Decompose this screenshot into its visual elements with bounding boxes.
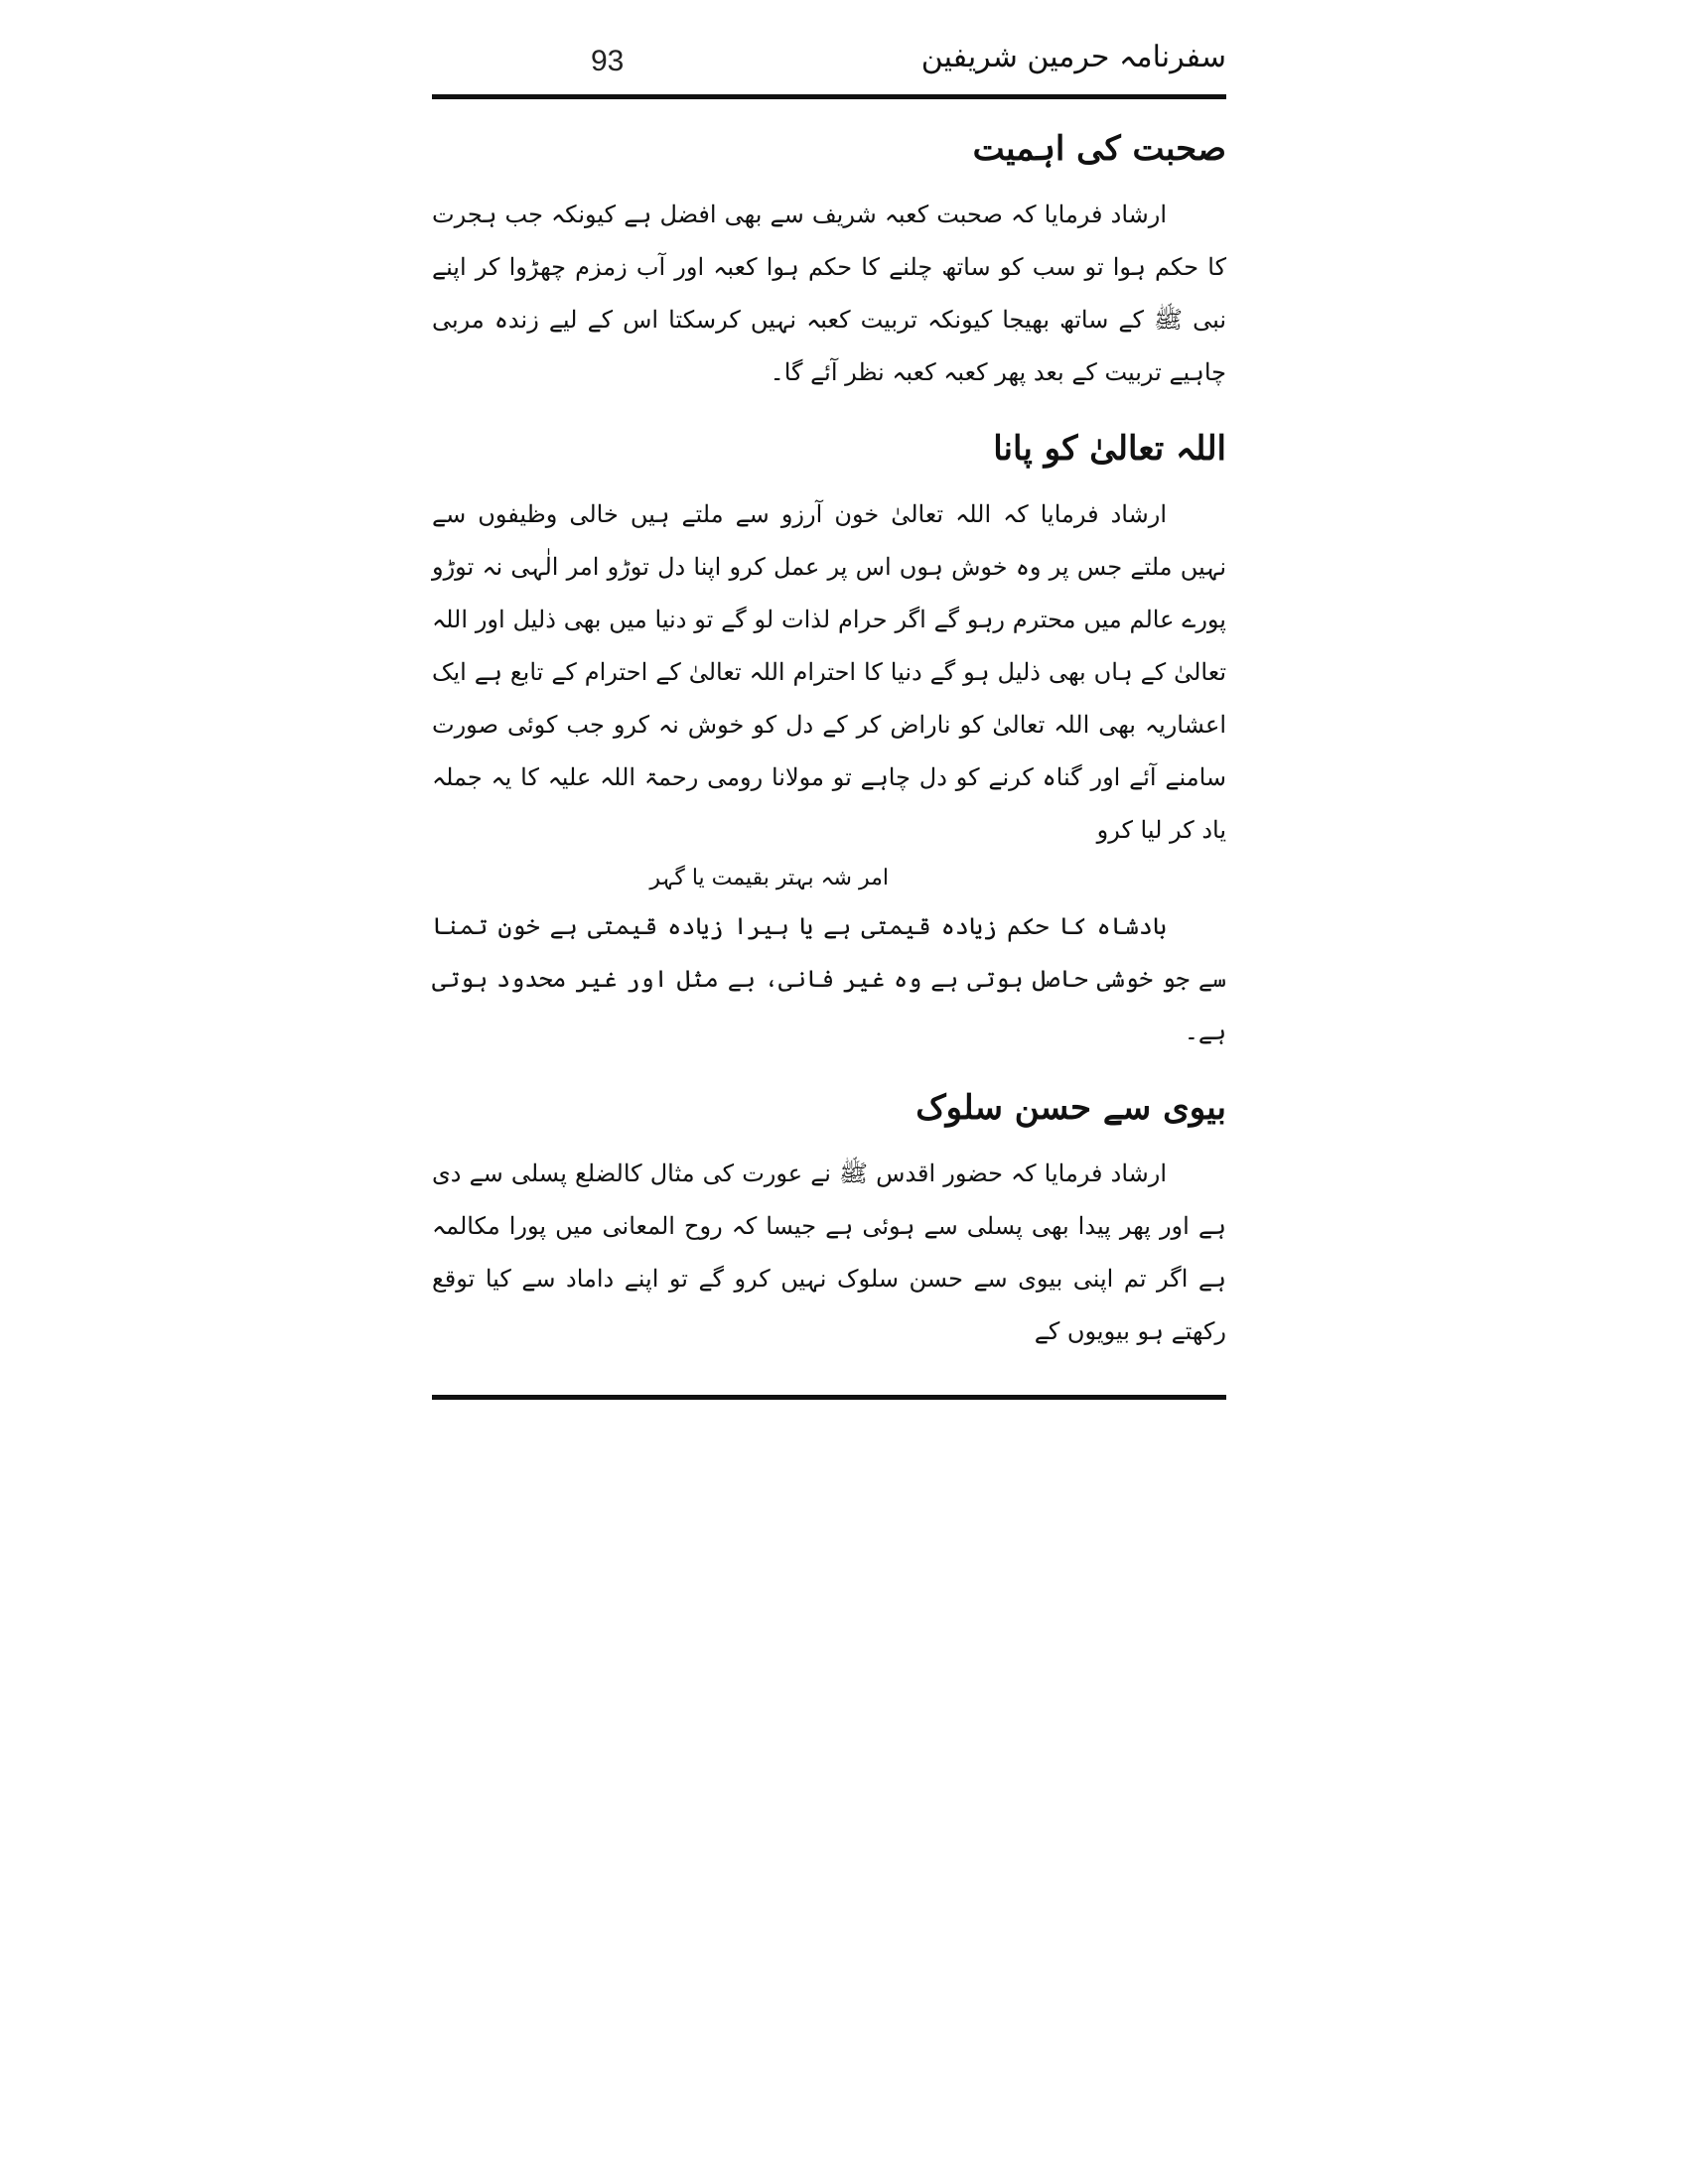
- page-content: [432, 127, 1226, 1358]
- book-title: سفرنامہ حرمین شریفین: [920, 40, 1226, 74]
- section-heading-finding-allah: اللہ تعالیٰ کو پانا: [993, 429, 1226, 469]
- verse-line: امر شہ بہتر بقیمت یا گہر: [649, 866, 889, 890]
- paragraph-finding-allah-cont: بادشاہ کا حکم زیادہ قیمتی ہے یا ہیرا زیادہ قیمتی ہے خون تمنا سے جو خوشی حاصل ہوتی ہے وہ غیر فانی، بے مثل اور غیر محدود ہوتی ہے۔: [432, 912, 1226, 1045]
- paragraph-companionship: ارشاد فرمایا کہ صحبت کعبہ شریف سے بھی افضل ہے کیونکہ جب ہجرت کا حکم ہوا تو سب کو ساتھ چلنے کا حکم ہوا کعبہ اور آب زمزم چھڑوا کر اپنے نبی ﷺ کے ساتھ بھیجا کیونکہ تربیت کعبہ نہیں کرسکتا اس کے لیے زندہ مربی چاہیے تربیت کے بعد پھر کعبہ کعبہ نظر آئے گا۔: [432, 201, 1226, 386]
- footer-rule: [432, 1395, 1226, 1400]
- paragraph-finding-allah: ارشاد فرمایا کہ اللہ تعالیٰ خون آرزو سے ملتے ہیں خالی وظیفوں سے نہیں ملتے جس پر وہ خوش ہوں اس پر عمل کرو اپنا دل توڑو امر الٰہی نہ توڑو پورے عالم میں محترم رہو گے اگر حرام لذات لو گے تو دنیا میں بھی ذلیل اور اللہ تعالیٰ کے ہاں بھی ذلیل ہو گے دنیا کا احترام اللہ تعالیٰ کے احترام کے تابع ہے ایک اعشاریہ بھی اللہ تعالیٰ کو ناراض کر کے دل کو خوش نہ کرو جب کوئی صورت سامنے آئے اور گناہ کرنے کو دل چاہے تو مولانا رومی رحمۃ اللہ علیہ کا یہ جملہ یاد کر لیا کرو: [432, 500, 1226, 844]
- book-page: [432, 40, 1226, 1400]
- page-number: 93: [591, 45, 625, 77]
- section-heading-wife-kindness: بیوی سے حسن سلوک: [915, 1088, 1226, 1128]
- section-heading-companionship: صحبت کی اہمیت: [972, 129, 1226, 169]
- paragraph-wife-kindness: ارشاد فرمایا کہ حضور اقدس ﷺ نے عورت کی مثال کالضلع پسلی سے دی ہے اور پھر پیدا بھی پسلی سے ہوئی ہے جیسا کہ روح المعانی میں پورا مکالمہ ہے اگر تم اپنی بیوی سے حسن سلوک نہیں کرو گے تو اپنے داماد سے کیا توقع رکھتے ہو بیویوں کے: [432, 1160, 1226, 1345]
- header-rule: [432, 94, 1226, 99]
- page-header: [432, 40, 1226, 94]
